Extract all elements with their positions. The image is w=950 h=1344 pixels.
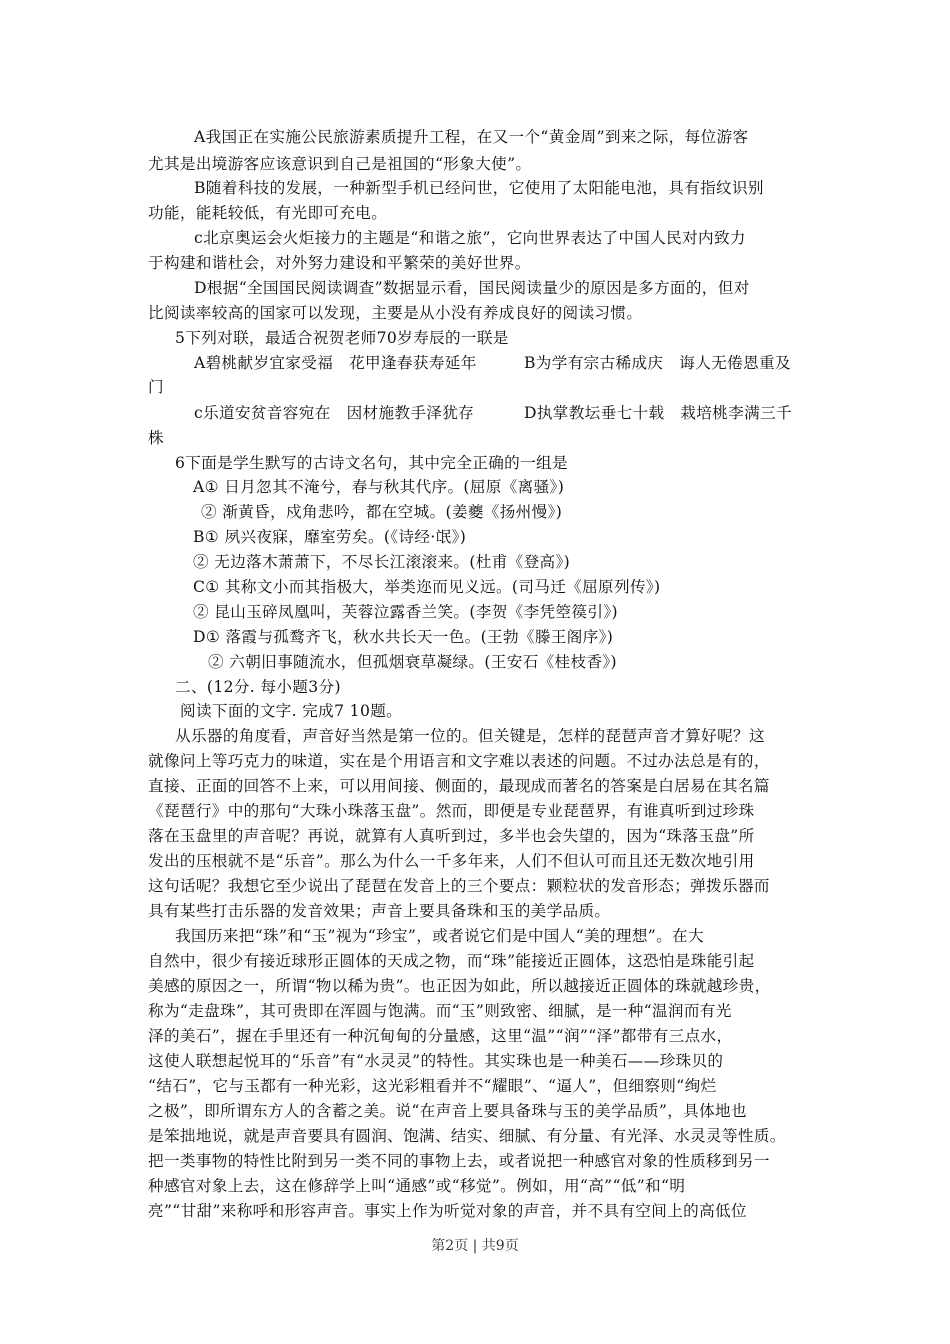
- para2-line: 自然中，很少有接近球形正圆体的天成之物，而“珠”能接近正圆体，这恐怕是珠能引起: [148, 952, 755, 970]
- q6-option-d2: ② 六朝旧事随流水，但孤烟衰草凝绿。(王安石《桂枝香》): [208, 653, 617, 671]
- q6-option-d1: D① 落霞与孤鹜齐飞，秋水共长天一色。(王勃《滕王阁序》): [193, 628, 614, 646]
- para2-line: 之极”，即所谓东方人的含蓄之美。说“在声音上要具备珠与玉的美学品质”，具体地也: [148, 1102, 747, 1120]
- para1-line: 就像问上等巧克力的味道，实在是个用语言和文字难以表述的问题。不过办法总是有的，: [148, 752, 770, 770]
- q4-option-c-line1: c北京奥运会火炬接力的主题是“和谐之旅”，它向世界表达了中国人民对内致力: [194, 229, 746, 247]
- para2-line: 种感官对象上去，这在修辞学上叫“通感”或“移觉”。例如，用“高”“低”和“明: [148, 1177, 686, 1195]
- q5-option-d-line1: D执掌教坛垂七十载 栽培桃李满三千: [524, 404, 792, 422]
- q4-option-d-line2: 比阅读率较高的国家可以发现，主要是从小没有养成良好的阅读习惯。: [148, 304, 643, 322]
- section-heading: 二、(12分. 每小题3分): [175, 678, 341, 696]
- q5-stem: 5下列对联，最适合祝贺老师70岁寿辰的一联是: [175, 329, 509, 347]
- q6-stem: 6下面是学生默写的古诗文名句，其中完全正确的一组是: [175, 454, 568, 472]
- para2-line: 这使人联想起悦耳的“乐音”有“水灵灵”的特性。其实珠也是一种美石——珍珠贝的: [148, 1052, 724, 1070]
- para2-line: “结石”，它与玉都有一种光彩，这光彩粗看并不“耀眼”、“逼人”，但细察则“绚烂: [148, 1077, 717, 1095]
- para1-line: 直接、正面的回答不上来，可以用间接、侧面的，最现成而著名的答案是白居易在其名篇: [148, 777, 770, 795]
- para1-line: 具有某些打击乐器的发音效果；声音上要具备珠和玉的美学品质。: [148, 902, 611, 920]
- q6-option-c1: C① 其称文小而其指极大，举类迩而见义远。(司马迁《屈原列传》): [193, 578, 661, 596]
- para2-line: 称为“走盘珠”，其可贵即在浑圆与饱满。而“玉”则致密、细腻，是一种“温润而有光: [148, 1002, 732, 1020]
- para2-line: 我国历来把“珠”和“玉”视为“珍宝”，或者说它们是中国人“美的理想”。在大: [175, 927, 704, 945]
- para1-line: 从乐器的角度看，声音好当然是第一位的。但关键是，怎样的琵琶声音才算好呢？这: [175, 727, 765, 745]
- para2-line: 泽的美石”，握在手里还有一种沉甸甸的分量感，这里“温”“润”“泽”都带有三点水，: [148, 1027, 733, 1045]
- para1-line: 发出的压根就不是“乐音”。那么为什么一千多年来，人们不但认可而且还无数次地引用: [148, 852, 755, 870]
- para2-line: 亮”“甘甜”来称呼和形容声音。事实上作为听觉对象的声音，并不具有空间上的高低位: [148, 1202, 747, 1220]
- para2-line: 美感的原因之一，所谓“物以稀为贵”。也正因为如此，所以越接近正圆体的珠就越珍贵，: [148, 977, 771, 995]
- para2-line: 是笨拙地说，就是声音要具有圆润、饱满、结实、细腻、有分量、有光泽、水灵灵等性质。: [148, 1127, 786, 1145]
- q6-option-c2: ② 昆山玉碎凤凰叫，芙蓉泣露香兰笑。(李贺《李凭箜篌引》): [193, 603, 618, 621]
- page-footer: 第2页 | 共9页: [431, 1238, 519, 1254]
- q5-option-c: c乐道安贫音容宛在 因材施教手泽犹存: [194, 404, 475, 422]
- q5-option-a: A碧桃献岁宜家受福 花甲逢春获寿延年: [194, 354, 477, 372]
- q6-option-a2: ② 渐黄昏，戍角悲吟，都在空城。(姜夔《扬州慢》): [201, 503, 563, 521]
- q6-option-a1: A① 日月忽其不淹兮，春与秋其代序。(屈原《离骚》): [193, 478, 565, 496]
- reading-instruction: 阅读下面的文字. 完成7 10题。: [180, 702, 403, 720]
- para2-line: 把一类事物的特性比附到另一类不同的事物上去，或者说把一种感官对象的性质移到另一: [148, 1152, 770, 1170]
- q5-option-b-line2: 门: [148, 378, 164, 396]
- q6-option-b2: ② 无边落木萧萧下，不尽长江滚滚来。(杜甫《登高》): [193, 553, 571, 571]
- q6-option-b1: B① 夙兴夜寐，靡室劳矣。(《诗经·氓》): [193, 528, 467, 546]
- para1-line: 这句话呢？我想它至少说出了琵琶在发音上的三个要点：颗粒状的发音形态；弹拨乐器而: [148, 877, 770, 895]
- para1-line: 《琵琶行》中的那句“大珠小珠落玉盘”。然而，即便是专业琵琶界，有谁真听到过珍珠: [148, 802, 755, 820]
- q4-option-b-line2: 功能，能耗较低，有光即可充电。: [148, 204, 388, 222]
- q4-option-d-line1: D根据“全国国民阅读调查”数据显示看，国民阅读量少的原因是多方面的，但对: [194, 279, 750, 297]
- q4-option-a-line2: 尤其是出境游客应该意识到自己是祖国的“形象大使”。: [148, 155, 532, 173]
- q4-option-a-line1: A我国正在实施公民旅游素质提升工程，在又一个“黄金周”到来之际，每位游客: [194, 128, 749, 146]
- q4-option-b-line1: B随着科技的发展，一种新型手机已经问世，它使用了太阳能电池，具有指纹识别: [194, 179, 764, 197]
- para1-line: 落在玉盘里的声音呢？再说，就算有人真听到过，多半也会失望的，因为“珠落玉盘”所: [148, 827, 755, 845]
- q5-option-d-line2: 株: [148, 429, 164, 447]
- q5-option-b-line1: B为学有宗古稀成庆 诲人无倦恩重及: [524, 354, 791, 372]
- q4-option-c-line2: 于构建和谐杜会，对外努力建设和平繁荣的美好世界。: [148, 254, 531, 272]
